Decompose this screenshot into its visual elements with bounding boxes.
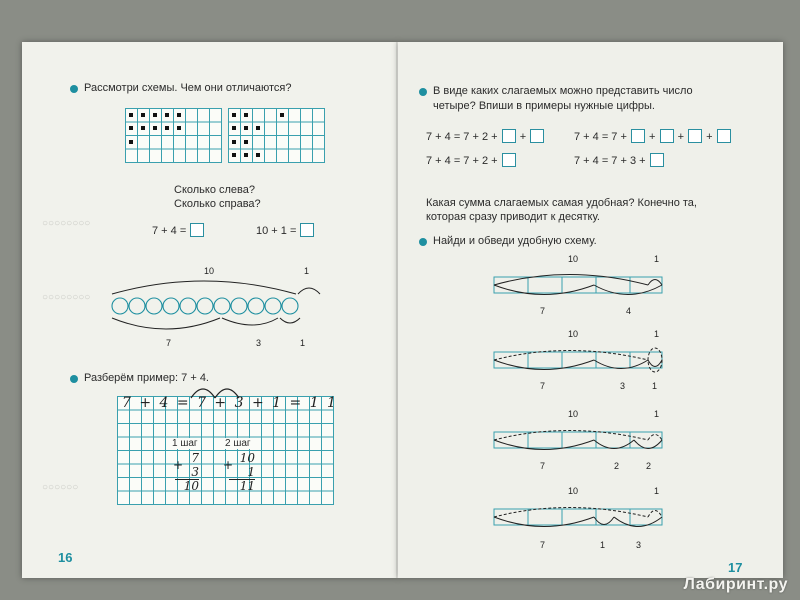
- task-bullet: [419, 88, 427, 96]
- dot: [280, 113, 284, 117]
- example-2-text: 7 + 4 = 7 + 2 +: [426, 155, 498, 167]
- scheme-top-label: 1: [654, 329, 660, 339]
- dot-grid-left: [125, 108, 222, 163]
- plus-sign: +: [706, 131, 713, 143]
- answer-box[interactable]: [631, 129, 645, 143]
- step-1-label: 1 шаг: [172, 438, 198, 449]
- arc-2: [594, 440, 634, 449]
- scheme-top-label: 10: [568, 254, 579, 264]
- brace-10: [112, 281, 296, 294]
- example-3: [574, 129, 732, 143]
- answer-box[interactable]: [190, 223, 204, 237]
- task-bullet: [70, 85, 78, 93]
- label-10: 10: [204, 266, 215, 276]
- example-3-text: 7 + 4 = 7 +: [574, 131, 627, 143]
- step-2-addend-2: 1: [247, 464, 255, 479]
- scheme-bottom-label: 7: [540, 381, 546, 391]
- task-text-line1: В виде каких слагаемых можно представить число: [433, 85, 693, 97]
- task-bullet: [419, 238, 427, 246]
- plus-sign: +: [649, 131, 656, 143]
- arc-10: [494, 275, 648, 286]
- answer-box[interactable]: [660, 129, 674, 143]
- plus-sign: +: [677, 131, 685, 143]
- arc-1: [648, 435, 662, 441]
- label-1: 1: [304, 266, 310, 276]
- scheme-bottom-label: 7: [540, 461, 546, 471]
- step-2-sum: 11: [229, 479, 255, 494]
- label-7: 7: [166, 338, 172, 348]
- scheme-top-label: 10: [568, 409, 579, 419]
- scheme-bottom-label: 7: [540, 306, 546, 316]
- dot: [177, 113, 181, 117]
- page-number: 16: [58, 550, 73, 565]
- arc-1b: [648, 360, 662, 367]
- example-4-text: 7 + 4 = 7 + 3 +: [574, 155, 646, 167]
- scheme-bottom-label: 1: [652, 381, 658, 391]
- brace-3: [222, 318, 278, 325]
- answer-box[interactable]: [717, 129, 731, 143]
- dot: [129, 140, 133, 144]
- scheme-3: [488, 407, 678, 473]
- equation-1: [152, 223, 205, 237]
- scheme-bottom-label: 3: [620, 381, 626, 391]
- dot: [232, 113, 236, 117]
- dot: [165, 113, 169, 117]
- dot: [244, 140, 248, 144]
- scheme-bottom-label: 2: [646, 461, 652, 471]
- label-3: 3: [256, 338, 262, 348]
- scheme-bottom-label: 1: [600, 540, 606, 550]
- left-page: [22, 42, 398, 578]
- paragraph-line1: Какая сумма слагаемых самая удобная? Конечно та,: [426, 197, 697, 209]
- scheme-top-label: 10: [568, 329, 579, 339]
- equation-2-text: 10 + 1 =: [256, 225, 297, 237]
- arc-1: [648, 511, 662, 518]
- page-number: 17: [728, 560, 743, 575]
- bleed-through: ○○○○○○○○: [42, 292, 91, 303]
- answer-box[interactable]: [300, 223, 314, 237]
- scheme-top-label: 1: [654, 486, 660, 496]
- arc-1b: [594, 517, 614, 525]
- scheme-1: [488, 252, 678, 318]
- dot: [129, 126, 133, 130]
- dot: [244, 113, 248, 117]
- arc-1: [648, 280, 662, 286]
- dot-grid-right: [228, 108, 325, 163]
- scheme-bottom-label: 2: [614, 461, 620, 471]
- answer-box[interactable]: [502, 153, 516, 167]
- circles-diagram: [104, 260, 334, 350]
- dot: [232, 140, 236, 144]
- brace-1: [298, 288, 320, 294]
- task-text: Найди и обведи удобную схему.: [433, 235, 597, 247]
- dot: [177, 126, 181, 130]
- arc-2b: [634, 440, 662, 449]
- dot: [244, 153, 248, 157]
- dot: [232, 153, 236, 157]
- dot: [256, 153, 260, 157]
- answer-box[interactable]: [688, 129, 702, 143]
- handwritten-equation: 7 + 4 = 7 + 3 + 1 = 1 1: [122, 395, 338, 411]
- split-arcs: [187, 382, 247, 402]
- arc-3: [594, 360, 648, 369]
- scheme-top-label: 1: [654, 254, 660, 264]
- brace-1b: [280, 318, 300, 323]
- task-bullet: [70, 375, 78, 383]
- dot: [232, 126, 236, 130]
- paragraph-line2: которая сразу приводит к десятку.: [426, 211, 600, 223]
- example-2: [426, 153, 517, 167]
- dot: [153, 126, 157, 130]
- answer-box[interactable]: [530, 129, 544, 143]
- brace-7: [112, 318, 220, 329]
- dot: [141, 126, 145, 130]
- equation-2: [256, 223, 315, 237]
- dot: [244, 126, 248, 130]
- bleed-through: ○○○○○○○○: [42, 218, 91, 229]
- scheme-bottom-label: 3: [636, 540, 642, 550]
- scheme-bottom-label: 7: [540, 540, 546, 550]
- dot: [141, 113, 145, 117]
- scheme-2: [488, 327, 678, 393]
- right-page: [398, 42, 783, 578]
- bleed-through: ○○○○○○: [42, 482, 79, 493]
- equation-1-text: 7 + 4 =: [152, 225, 187, 237]
- question-right: Сколько справа?: [174, 198, 261, 210]
- dot: [129, 113, 133, 117]
- scheme-top-label: 1: [654, 409, 660, 419]
- example-1-text: 7 + 4 = 7 + 2 +: [426, 131, 498, 143]
- label-1c: 1: [300, 338, 306, 348]
- task-text-line2: четыре? Впиши в примеры нужные цифры.: [433, 100, 655, 112]
- step-1-addend-1: 7: [191, 451, 199, 465]
- circle-row: [112, 298, 298, 314]
- dot: [153, 113, 157, 117]
- step-1-addend-2: 3: [191, 464, 199, 479]
- plus-sign: +: [173, 458, 184, 472]
- task-text: Разберём пример: 7 + 4.: [84, 372, 209, 384]
- question-left: Сколько слева?: [174, 184, 256, 196]
- step-1-sum: 10: [175, 479, 199, 494]
- watermark-logo: Лабиринт.ру: [683, 576, 788, 593]
- answer-box[interactable]: [502, 129, 516, 143]
- example-4: [574, 153, 665, 167]
- scheme-top-label: 10: [568, 486, 579, 496]
- plus-sign: +: [223, 458, 234, 472]
- answer-box[interactable]: [650, 153, 664, 167]
- step-2-addend-1: 10: [239, 451, 255, 465]
- scheme-bottom-label: 4: [626, 306, 632, 316]
- example-1: [426, 129, 545, 143]
- scheme-4: [488, 482, 678, 552]
- task-text: Рассмотри схемы. Чем они отличаются?: [84, 82, 292, 94]
- worked-example-grid: [117, 395, 338, 505]
- plus-sign: +: [519, 131, 527, 143]
- step-2-label: 2 шаг: [225, 438, 251, 449]
- dot: [165, 126, 169, 130]
- dot: [256, 126, 260, 130]
